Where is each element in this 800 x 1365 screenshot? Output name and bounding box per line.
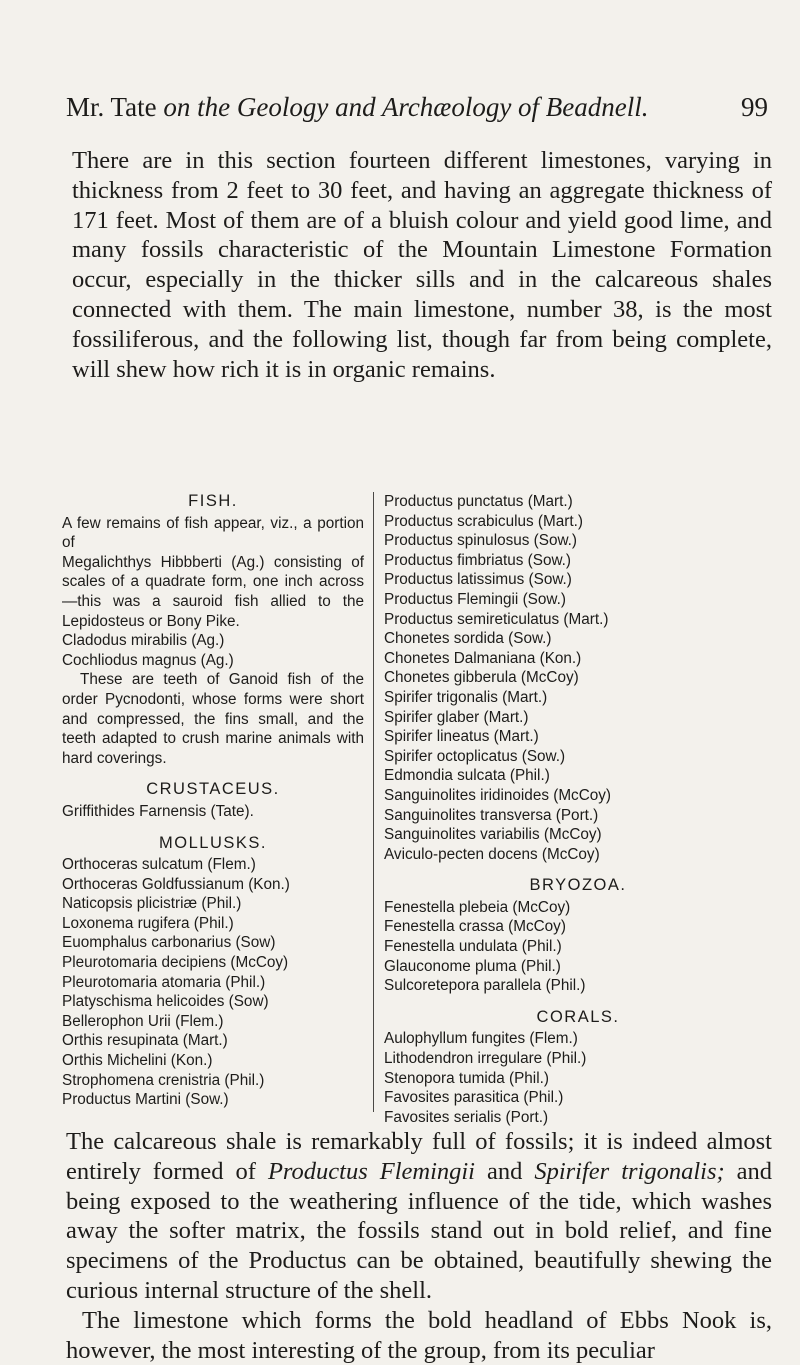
- species-item: Favosites parasitica (Phil.): [384, 1089, 564, 1107]
- species-item: Pleurotomaria decipiens (McCoy): [62, 954, 289, 972]
- species-item: Sanguinolites iridinoides (McCoy): [384, 786, 612, 804]
- species-item: Stenopora tumida (Phil.): [384, 1069, 549, 1087]
- species-item: Chonetes gibberula (McCoy): [384, 669, 579, 687]
- fossil-list: [62, 492, 772, 1126]
- running-header: [66, 92, 768, 128]
- corals-species-list: [384, 1029, 772, 1127]
- species-item: Cochliodus magnus (Ag.): [62, 651, 234, 669]
- section-heading-mollusks: MOLLUSKS.: [159, 833, 267, 852]
- species-item: Sulcoretepora parallela (Phil.): [384, 977, 586, 995]
- fish-intro: A few remains of fish appear, viz., a portion of: [62, 514, 364, 552]
- species-item: Edmondia sulcata (Phil.): [384, 767, 550, 785]
- species-item: Productus Martini (Sow.): [62, 1091, 229, 1109]
- species-item: Orthoceras sulcatum (Flem.): [62, 856, 256, 874]
- species-item: Spirifer trigonalis (Mart.): [384, 688, 548, 706]
- closing-paragraph-2: The limestone which forms the bold headland of Ebbs Nook is, however, the most interesting of the group, from its peculiar: [66, 1306, 772, 1364]
- crustaceus-species-list: [62, 802, 364, 822]
- species-item: Productus scrabiculus (Mart.): [384, 512, 583, 530]
- species-item: Pleurotomaria atomaria (Phil.): [62, 973, 266, 991]
- species-item: Productus Flemingii (Sow.): [384, 590, 566, 608]
- species-item: Platyschisma helicoides (Sow): [62, 993, 269, 1011]
- species-item: Productus punctatus (Mart.): [384, 493, 573, 510]
- species-item: Spirifer octoplicatus (Sow.): [384, 747, 566, 765]
- species-item: Productus fimbriatus (Sow.): [384, 551, 572, 569]
- fish-species-list: [62, 631, 364, 670]
- intro-text: [72, 146, 772, 384]
- fish-note: These are teeth of Ganoid fish of the order Pycnodonti, whose forms were short and compressed, the fins small, and the teeth adapted to crush marine animals with hard coverings.: [62, 671, 364, 767]
- species-item: Glauconome pluma (Phil.): [384, 957, 561, 975]
- bryozoa-species-list: [384, 898, 772, 996]
- species-item: Naticopsis plicistriæ (Phil.): [62, 895, 242, 913]
- mollusks-species-list: [62, 855, 364, 1110]
- species-item: Spirifer glaber (Mart.): [384, 708, 529, 726]
- species-item: Sanguinolites transversa (Port.): [384, 806, 599, 824]
- header-article-title: on the Geology and Archæology of Beadnell.: [163, 92, 649, 122]
- closing-text-run: and being exposed to the weathering influence of the tide, which washes away the softer matrix, the fossils stand out in bold relief, and fine specimens of the Productus can be obtained, beautifully shewing the curious internal structure of the shell.: [66, 1157, 773, 1304]
- mollusks-continued-list: [384, 492, 772, 864]
- species-item: Sanguinolites variabilis (McCoy): [384, 826, 602, 844]
- header-author: Mr. Tate: [66, 92, 164, 122]
- intro-paragraph: There are in this section fourteen different limestones, varying in thickness from 2 feet to 30 feet, and having an aggregate thickness of 171 feet. Most of them are of a bluish colour and yield good lime, and many fossils characteristic of the Mountain Limestone Formation occur, especially in the thicker sills and in the calcareous shales connected with them. The main limestone, number 38, is the most fossiliferous, and the following list, though far from being complete, will shew how rich it is in organic remains.: [72, 147, 772, 383]
- species-item: Spirifer lineatus (Mart.): [384, 728, 539, 746]
- species-item: Productus latissimus (Sow.): [384, 571, 572, 589]
- page-number: 99: [741, 92, 768, 122]
- species-item: Orthoceras Goldfussianum (Kon.): [62, 875, 290, 893]
- species-item: Chonetes Dalmaniana (Kon.): [384, 649, 582, 667]
- fish-megalichthys: Megalichthys Hibbberti (Ag.) consisting of scales of a quadrate form, one inch across—this was a sauroid fish allied to the Lepidosteus or Bony Pike.: [62, 553, 364, 630]
- species-item: Fenestella plebeia (McCoy): [384, 898, 571, 916]
- species-item: Aulophyllum fungites (Flem.): [384, 1030, 578, 1048]
- species-item: Productus semireticulatus (Mart.): [384, 610, 609, 628]
- header-title: [66, 92, 649, 123]
- species-item: Fenestella crassa (McCoy): [384, 918, 566, 936]
- closing-text: [66, 1127, 772, 1365]
- species-item: Cladodus mirabilis (Ag.): [62, 632, 225, 650]
- species-item: Bellerophon Urii (Flem.): [62, 1012, 224, 1030]
- species-item: Favosites serialis (Port.): [384, 1108, 549, 1126]
- species-name-italic: Spirifer trigonalis;: [534, 1157, 725, 1185]
- closing-text-run: The calcareous shale is remarkably full of fossils; it is indeed almost entirely formed of: [66, 1128, 772, 1185]
- species-item: Aviculo-pecten docens (McCoy): [384, 845, 600, 863]
- species-item: Productus spinulosus (Sow.): [384, 532, 578, 550]
- section-heading-corals: CORALS.: [536, 1007, 620, 1026]
- column-divider: [373, 492, 374, 1112]
- species-item: Loxonema rugifera (Phil.): [62, 914, 234, 932]
- species-item: Strophomena crenistria (Phil.): [62, 1071, 265, 1089]
- section-heading-bryozoa: BRYOZOA.: [529, 876, 627, 895]
- closing-text-run: and: [475, 1157, 535, 1185]
- section-heading-crustaceus: CRUSTACEUS.: [146, 780, 280, 799]
- species-item: Griffithides Farnensis (Tate).: [62, 802, 254, 820]
- species-item: Chonetes sordida (Sow.): [384, 630, 552, 648]
- species-item: Euomphalus carbonarius (Sow): [62, 934, 276, 952]
- section-heading-fish: FISH.: [188, 492, 238, 510]
- right-column: [384, 492, 772, 1127]
- closing-paragraph-1: [66, 1127, 772, 1306]
- species-item: Orthis resupinata (Mart.): [62, 1032, 228, 1050]
- left-column: [62, 492, 364, 1110]
- species-item: Lithodendron irregulare (Phil.): [384, 1050, 587, 1068]
- species-item: Fenestella undulata (Phil.): [384, 938, 562, 956]
- species-name-italic: Productus Flemingii: [267, 1157, 475, 1185]
- species-item: Orthis Michelini (Kon.): [62, 1052, 213, 1070]
